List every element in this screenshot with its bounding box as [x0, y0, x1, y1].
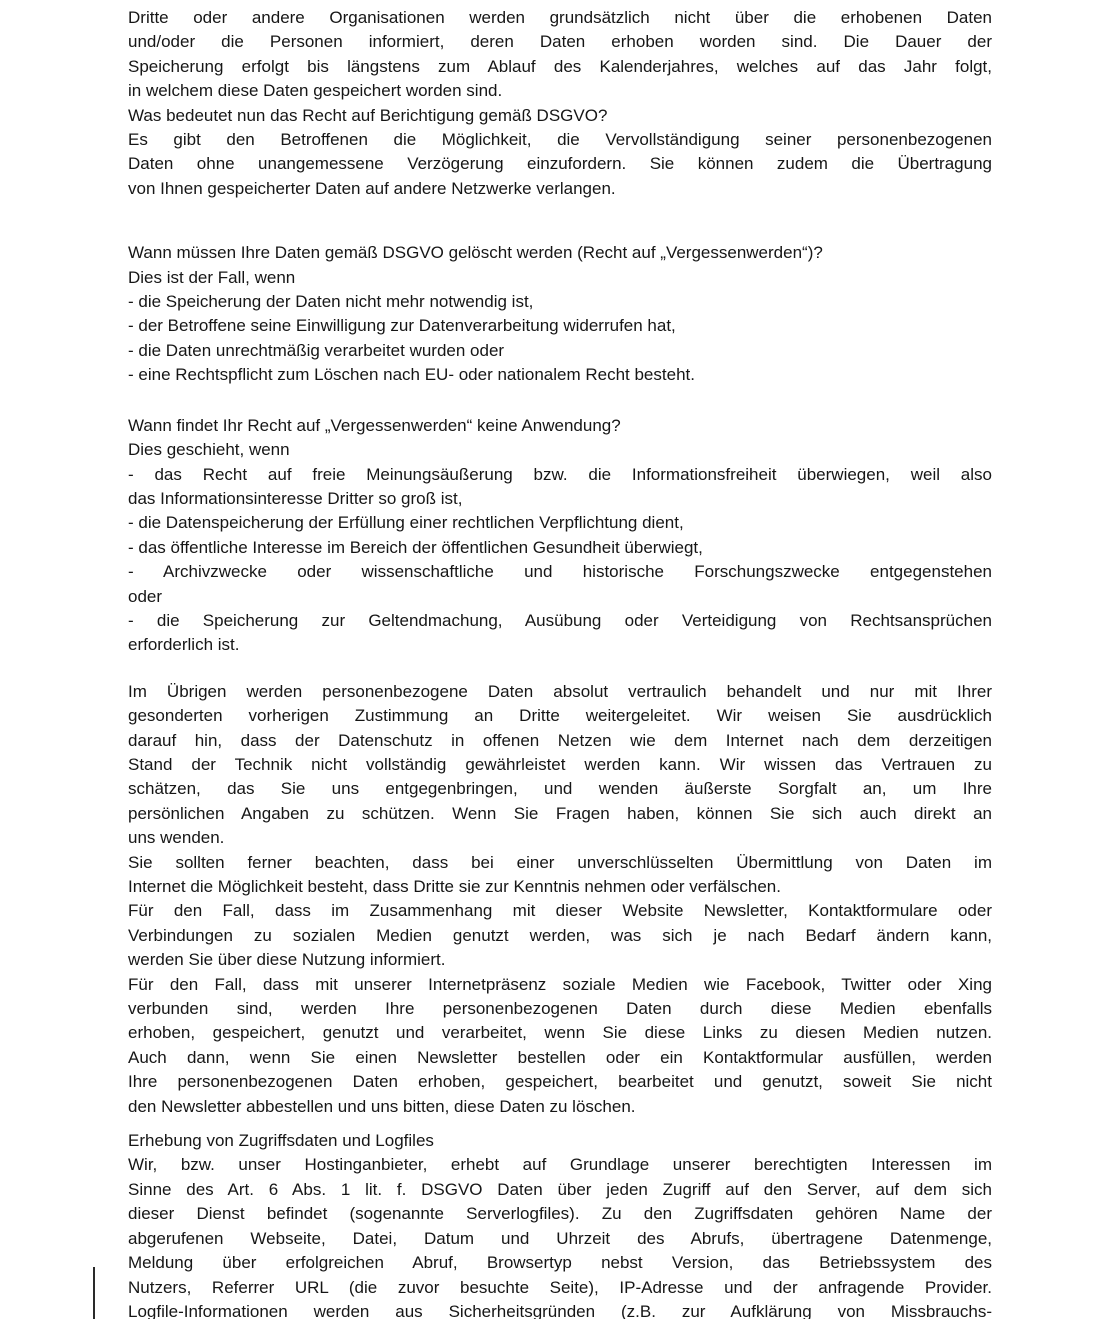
text-line: von Ihnen gespeicherter Daten auf andere Netzwerke verlangen.	[128, 178, 616, 198]
paragraph-gap	[128, 201, 992, 241]
text-line: werden Sie über diese Nutzung informiert.	[128, 950, 446, 970]
paragraph-gap	[128, 658, 992, 680]
text-line: Erhebung von Zugriffsdaten und Logfiles	[128, 1131, 434, 1151]
text-line: erforderlich ist.	[128, 635, 240, 655]
para-rectification-explanation	[128, 128, 992, 201]
text-line: und/oder die Personen informiert, deren Daten erhoben worden sind. Die Dauer der	[128, 32, 992, 52]
text-line: Dies geschieht, wenn	[128, 440, 290, 460]
text-line: - das öffentliche Interesse im Bereich der öffentlichen Gesundheit überwiegt,	[128, 537, 703, 557]
text-line: uns wenden.	[128, 828, 225, 848]
text-line: Dies ist der Fall, wenn	[128, 267, 296, 287]
text-line: Was bedeutet nun das Recht auf Berichtigung gemäß DSGVO?	[128, 105, 608, 125]
para-logfiles	[128, 1153, 992, 1319]
text-line: das Informationsinteresse Dritter so groß ist,	[128, 488, 463, 508]
text-line: Nutzers, Referrer URL (die zuvor besuchte Seite), IP-Adresse und der anfragende Provider.	[128, 1277, 992, 1297]
para-forgotten-exceptions	[128, 414, 992, 658]
heading-logfiles	[128, 1129, 992, 1153]
text-line: - die Daten unrechtmäßig verarbeitet wurden oder	[128, 340, 505, 360]
text-line: Auch dann, wenn Sie einen Newsletter bestellen oder ein Kontaktformular ausfüllen, werden	[128, 1047, 992, 1067]
text-line: abgerufenen Webseite, Datei, Datum und Uhrzeit des Abrufs, übertragene Datenmenge,	[128, 1228, 992, 1248]
table-border-fragment	[93, 1267, 95, 1319]
text-line: - Archivzwecke oder wissenschaftliche und historische Forschungszwecke entgegenstehen	[128, 562, 992, 582]
para-unencrypted-transmission	[128, 851, 992, 900]
text-line: schätzen, das Sie uns entgegenbringen, und wenden äußerste Sorgfalt an, um Ihre	[128, 779, 992, 799]
text-line: Daten ohne unangemessene Verzögerung einzufordern. Sie können zudem die Übertragung	[128, 154, 992, 174]
text-line: Im Übrigen werden personenbezogene Daten absolut vertraulich behandelt und nur mit Ihrer	[128, 681, 992, 701]
text-line: Ihre personenbezogenen Daten erhoben, gespeichert, bearbeitet und genutzt, soweit Sie nicht	[128, 1072, 992, 1092]
text-line: persönlichen Angaben zu schützen. Wenn Sie Fragen haben, können Sie sich auch direkt an	[128, 803, 992, 823]
text-line: Dritte oder andere Organisationen werden grundsätzlich nicht über die erhobenen Daten	[128, 8, 992, 27]
para-deletion-conditions	[128, 241, 992, 387]
text-line: gesonderten vorherigen Zustimmung an Dritte weitergeleitet. Wir weisen Sie ausdrücklich	[128, 706, 992, 726]
text-line: Logfile-Informationen werden aus Sicherheitsgründen (z.B. zur Aufklärung von Missbrauchs-	[128, 1301, 992, 1319]
text-line: - die Speicherung der Daten nicht mehr notwendig ist,	[128, 292, 534, 312]
text-line: - eine Rechtspflicht zum Löschen nach EU- oder nationalem Recht besteht.	[128, 365, 695, 385]
text-line: oder	[128, 586, 163, 606]
text-line: erhoben, gespeichert, genutzt und verarbeitet, wenn Sie diese Links zu diesen Medien nutzen.	[128, 1023, 992, 1043]
text-line: Es gibt den Betroffenen die Möglichkeit, die Vervollständigung seiner personenbezogenen	[128, 130, 992, 150]
text-line: Für den Fall, dass mit unserer Internetpräsenz soziale Medien wie Facebook, Twitter oder Xing	[128, 974, 992, 994]
text-line: dieser Dienst befindet (sogenannte Serverlogfiles). Zu den Zugriffsdaten gehören Name der	[128, 1204, 992, 1224]
paragraph-gap	[128, 388, 992, 414]
text-line: Verbindungen zu sozialen Medien genutzt werden, was sich je nach Bedarf ändern kann,	[128, 925, 992, 945]
text-line: verbunden sind, werden Ihre personenbezogenen Daten durch diese Medien ebenfalls	[128, 999, 992, 1019]
text-line: Sie sollten ferner beachten, dass bei einer unverschlüsselten Übermittlung von Daten im	[128, 852, 992, 872]
text-line: Wir, bzw. unser Hostinganbieter, erhebt auf Grundlage unserer berechtigten Interessen im	[128, 1155, 992, 1175]
text-line: den Newsletter abbestellen und uns bitten, diese Daten zu löschen.	[128, 1096, 636, 1116]
text-line: in welchem diese Daten gespeichert worden sind.	[128, 81, 503, 101]
para-website-usage-notice	[128, 899, 992, 972]
text-line: darauf hin, dass der Datenschutz in offenen Netzen wie dem Internet nach dem derzeitigen	[128, 730, 992, 750]
text-line: - die Datenspeicherung der Erfüllung einer rechtlichen Verpflichtung dient,	[128, 513, 684, 533]
text-line: - die Speicherung zur Geltendmachung, Ausübung oder Verteidigung von Rechtsansprüchen	[128, 610, 992, 630]
text-line: Wann findet Ihr Recht auf „Vergessenwerden“ keine Anwendung?	[128, 415, 621, 435]
text-line: - der Betroffene seine Einwilligung zur Datenverarbeitung widerrufen hat,	[128, 316, 676, 336]
text-line: Stand der Technik nicht vollständig gewährleistet werden kann. Wir wissen das Vertrauen zu	[128, 754, 992, 774]
text-line: - das Recht auf freie Meinungsäußerung bzw. die Informationsfreiheit überwiegen, weil also	[128, 464, 992, 484]
text-line: Wann müssen Ihre Daten gemäß DSGVO gelöscht werden (Recht auf „Vergessenwerden“)?	[128, 243, 823, 263]
text-column	[128, 6, 992, 1319]
para-confidentiality	[128, 680, 992, 851]
para-social-media	[128, 973, 992, 1119]
text-line: Internet die Möglichkeit besteht, dass Dritte sie zur Kenntnis nehmen oder verfälschen.	[128, 877, 781, 896]
text-line: Für den Fall, dass im Zusammenhang mit dieser Website Newsletter, Kontaktformulare oder	[128, 901, 992, 921]
text-line: Sinne des Art. 6 Abs. 1 lit. f. DSGVO Daten über jeden Zugriff auf den Server, auf dem sich	[128, 1179, 992, 1199]
text-line: Meldung über erfolgreichen Abruf, Browsertyp nebst Version, das Betriebssystem des	[128, 1253, 992, 1273]
paragraph-gap	[128, 1119, 992, 1129]
text-line: Speicherung erfolgt bis längstens zum Ablauf des Kalenderjahres, welches auf das Jahr folgt,	[128, 56, 992, 76]
question-right-to-rectification	[128, 104, 992, 128]
para-data-retention	[128, 6, 992, 104]
